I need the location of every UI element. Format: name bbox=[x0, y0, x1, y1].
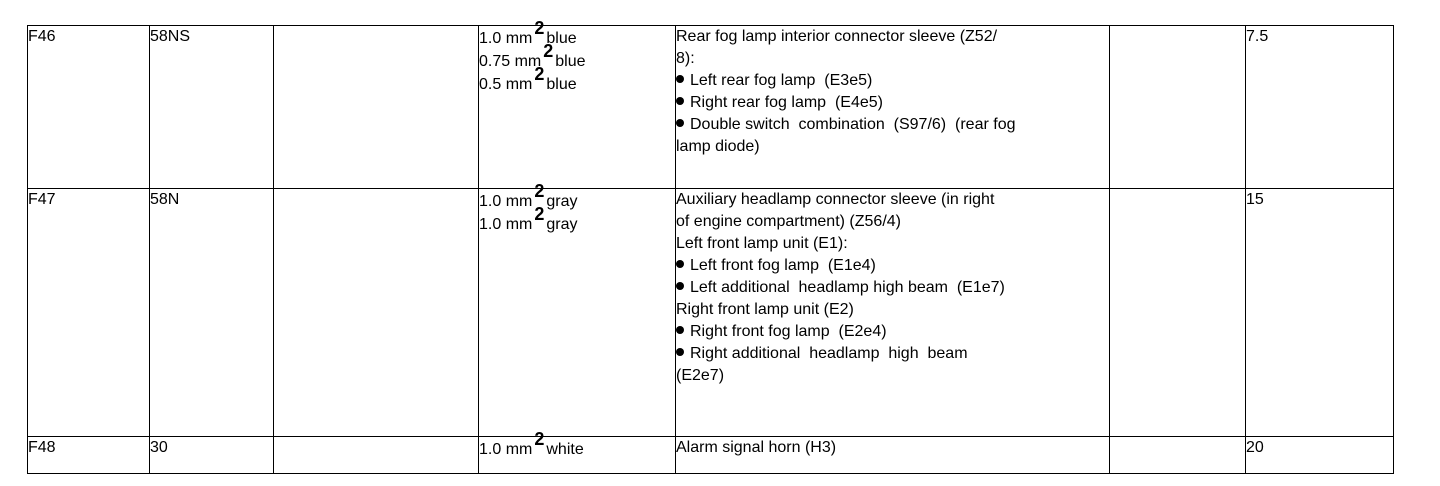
bullet-icon bbox=[676, 348, 684, 356]
wire-cell bbox=[479, 181, 676, 437]
bullet-item bbox=[676, 321, 1109, 343]
description-text: Right additional headlamp high beam bbox=[690, 345, 968, 362]
empty-cell bbox=[274, 437, 479, 474]
bullet-icon bbox=[676, 260, 684, 268]
description-cell bbox=[676, 437, 1110, 474]
amperage-cell: 7.5 bbox=[1246, 26, 1394, 189]
description-text: Left rear fog lamp (E3e5) bbox=[690, 72, 873, 89]
empty-cell bbox=[1110, 189, 1246, 437]
wire-size: 0.5 mm bbox=[479, 76, 533, 93]
fuse-table bbox=[27, 18, 1394, 474]
description-text: lamp diode) bbox=[676, 138, 760, 155]
description-text: Double switch combination (S97/6) (rear fog bbox=[690, 116, 1016, 133]
table-row bbox=[28, 26, 1394, 189]
description-cell bbox=[676, 26, 1110, 189]
wire-size: 1.0 mm bbox=[479, 216, 533, 233]
bullet-item bbox=[676, 92, 1109, 114]
wire-color: white bbox=[546, 441, 584, 458]
wire-color: blue bbox=[546, 76, 577, 93]
bullet-item bbox=[676, 255, 1109, 277]
bullet-item bbox=[676, 114, 1109, 136]
empty-cell bbox=[1110, 26, 1246, 189]
description-cell bbox=[676, 189, 1110, 437]
description-line bbox=[676, 136, 1109, 158]
description-line bbox=[676, 437, 1109, 459]
description-text: Left front fog lamp (E1e4) bbox=[690, 257, 876, 274]
description-text: Auxiliary headlamp connector sleeve (in right bbox=[676, 191, 995, 208]
table-row bbox=[28, 437, 1394, 474]
bullet-icon bbox=[676, 326, 684, 334]
description-line bbox=[676, 365, 1109, 387]
description-line bbox=[676, 26, 1109, 48]
description-text: of engine compartment) (Z56/4) bbox=[676, 213, 901, 230]
amperage-cell: 15 bbox=[1246, 189, 1394, 437]
wire-spec bbox=[479, 18, 675, 49]
description-line bbox=[676, 48, 1109, 70]
wire-spec bbox=[479, 64, 675, 95]
wire-spec bbox=[479, 204, 675, 235]
terminal-cell: 58N bbox=[150, 189, 274, 437]
amperage-cell: 20 bbox=[1246, 437, 1394, 474]
fuse-id-cell: F48 bbox=[28, 437, 150, 474]
wire-color: blue bbox=[555, 53, 586, 70]
bullet-icon bbox=[676, 119, 684, 127]
description-text: Left additional headlamp high beam (E1e7) bbox=[690, 279, 1005, 296]
wire-exponent: 2 bbox=[534, 429, 545, 449]
wire-cell bbox=[479, 429, 676, 474]
wire-spec bbox=[479, 429, 675, 460]
wire-exponent: 2 bbox=[534, 181, 545, 201]
terminal-cell: 58NS bbox=[150, 26, 274, 189]
wire-size: 1.0 mm bbox=[479, 30, 533, 47]
description-text: (E2e7) bbox=[676, 367, 725, 384]
wire-size: 1.0 mm bbox=[479, 441, 533, 458]
wire-exponent: 2 bbox=[543, 41, 554, 61]
description-text: Right rear fog lamp (E4e5) bbox=[690, 94, 883, 111]
description-text: Right front lamp unit (E2) bbox=[676, 301, 854, 318]
bullet-icon bbox=[676, 97, 684, 105]
description-text: Left front lamp unit (E1): bbox=[676, 235, 848, 252]
empty-cell bbox=[274, 189, 479, 437]
table-row bbox=[28, 189, 1394, 437]
description-line bbox=[676, 233, 1109, 255]
fuse-id-cell: F46 bbox=[28, 26, 150, 189]
description-text: Right front fog lamp (E2e4) bbox=[690, 323, 887, 340]
wire-spec bbox=[479, 41, 675, 72]
bullet-item bbox=[676, 343, 1109, 365]
empty-cell bbox=[1110, 437, 1246, 474]
wire-color: blue bbox=[546, 30, 577, 47]
bullet-icon bbox=[676, 75, 684, 83]
fuse-id-cell: F47 bbox=[28, 189, 150, 437]
wire-exponent: 2 bbox=[534, 204, 545, 224]
wire-color: gray bbox=[546, 193, 578, 210]
wire-cell bbox=[479, 18, 676, 189]
description-text: Alarm signal horn (H3) bbox=[676, 439, 837, 456]
description-line bbox=[676, 299, 1109, 321]
description-text: 8): bbox=[676, 50, 695, 67]
wire-exponent: 2 bbox=[534, 18, 545, 38]
bullet-item bbox=[676, 70, 1109, 92]
bullet-item bbox=[676, 277, 1109, 299]
description-line bbox=[676, 189, 1109, 211]
wire-spec bbox=[479, 181, 675, 212]
wire-size: 1.0 mm bbox=[479, 193, 533, 210]
wire-size: 0.75 mm bbox=[479, 53, 542, 70]
wire-exponent: 2 bbox=[534, 64, 545, 84]
bullet-icon bbox=[676, 282, 684, 290]
wire-color: gray bbox=[546, 216, 578, 233]
terminal-cell: 30 bbox=[150, 437, 274, 474]
empty-cell bbox=[274, 26, 479, 189]
description-text: Rear fog lamp interior connector sleeve (Z52/ bbox=[676, 28, 998, 45]
description-line bbox=[676, 211, 1109, 233]
